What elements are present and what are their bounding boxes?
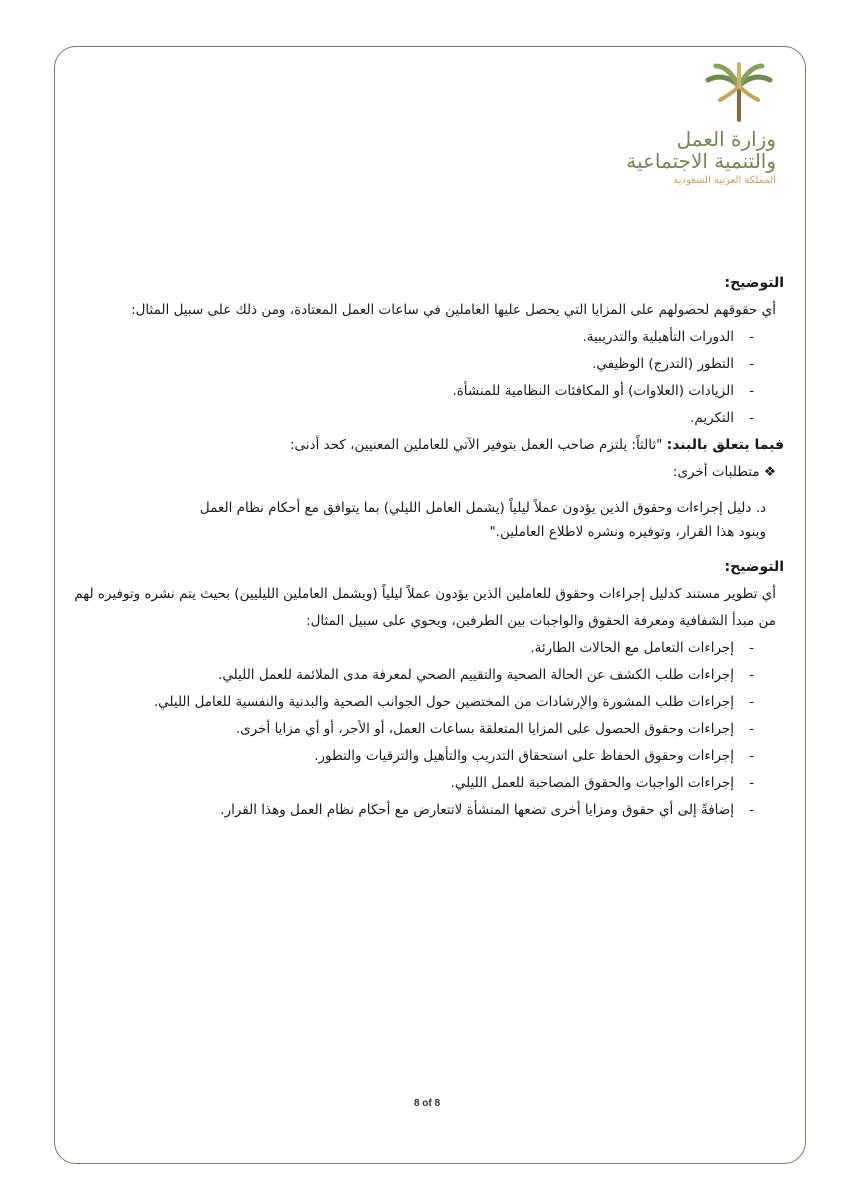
logo-text xyxy=(626,128,776,186)
item-d-line2: وبنود هذا القرار، وتوفيره ونشره لاطلاع العاملين." xyxy=(489,524,766,540)
list-item: - إجراءات وحقوق الحصول على المزايا المتعلقة بساعات العمل، أو الأجر، أو أي مزايا أخرى. xyxy=(70,716,754,743)
clause-label: فيما يتعلق بالبند: xyxy=(666,437,784,453)
list-item: - إضافةً إلى أي حقوق ومزايا أخرى تضعها المنشأة لاتتعارض مع أحكام نظام العمل وهذا القرار. xyxy=(70,797,754,824)
ministry-logo xyxy=(576,62,776,202)
section1-heading: التوضيح: xyxy=(724,275,784,291)
section2-list xyxy=(70,635,784,824)
section1-intro: أي حقوقهم لحصولهم على المزايا التي يحصل عليها العاملين في ساعات العمل المعتادة، ومن ذلك على سبيل المثال: xyxy=(131,302,776,318)
list-item: - إجراءات طلب المشورة والإرشادات من المختصين حول الجوانب الصحية والبدنية والنفسية للعامل الليلي. xyxy=(70,689,754,716)
section2-intro: أي تطوير مستند كدليل إجراءات وحقوق للعاملين الذين يؤدون عملاً ليلياً (ويشمل العاملين الليليين) بحيث يتم نشره وتوفيره لهم من مبدأ الشفافية ومعرفة الحقوق والواجبات بين الطرفين، ويحوي على سبيل المثال: xyxy=(74,586,776,629)
diamond-bullet-icon: ❖ xyxy=(763,464,776,480)
list-item: - إجراءات التعامل مع الحالات الطارئة. xyxy=(70,635,754,662)
item-d-line1: د. دليل إجراءات وحقوق الذين يؤدون عملاً ليلياً (يشمل العامل الليلي) بما يتوافق مع أحكام نظام العمل xyxy=(199,500,766,516)
logo-ministry-name-2: والتنمية الاجتماعية xyxy=(626,149,776,173)
list-item: - إجراءات وحقوق الحفاظ على استحقاق التدريب والتأهيل والترقيات والتطور. xyxy=(70,743,754,770)
document-body xyxy=(70,270,784,824)
page-number: 8 of 8 xyxy=(413,1098,441,1109)
clause-line xyxy=(70,432,784,459)
list-item: - الدورات التأهيلية والتدريبية. xyxy=(70,324,754,351)
logo-ministry-name: وزارة العمل xyxy=(676,127,776,151)
palm-tree-icon xyxy=(704,62,774,122)
list-item: - الزيادات (العلاوات) أو المكافئات النظامية للمنشأة. xyxy=(70,378,754,405)
list-item: - إجراءات الواجبات والحقوق المصاحبة للعمل الليلي. xyxy=(70,770,754,797)
section2-heading: التوضيح: xyxy=(724,559,784,575)
clause-text: "ثالثاً: يلتزم صاحب العمل بتوفير الآتي للعاملين المعنيين، كحد أدنى: xyxy=(290,437,663,453)
list-item: - التكريم. xyxy=(70,405,754,432)
bullet-text: متطلبات أخرى: xyxy=(672,464,760,480)
clause-bullet xyxy=(70,459,784,486)
item-d xyxy=(70,496,784,544)
section1-list xyxy=(70,324,784,432)
list-item: - التطور (التدرج) الوظيفي. xyxy=(70,351,754,378)
logo-country: المملكة العربية السعودية xyxy=(673,175,776,186)
list-item: - إجراءات طلب الكشف عن الحالة الصحية والتقييم الصحي لمعرفة مدى الملائمة للعمل الليلي. xyxy=(70,662,754,689)
